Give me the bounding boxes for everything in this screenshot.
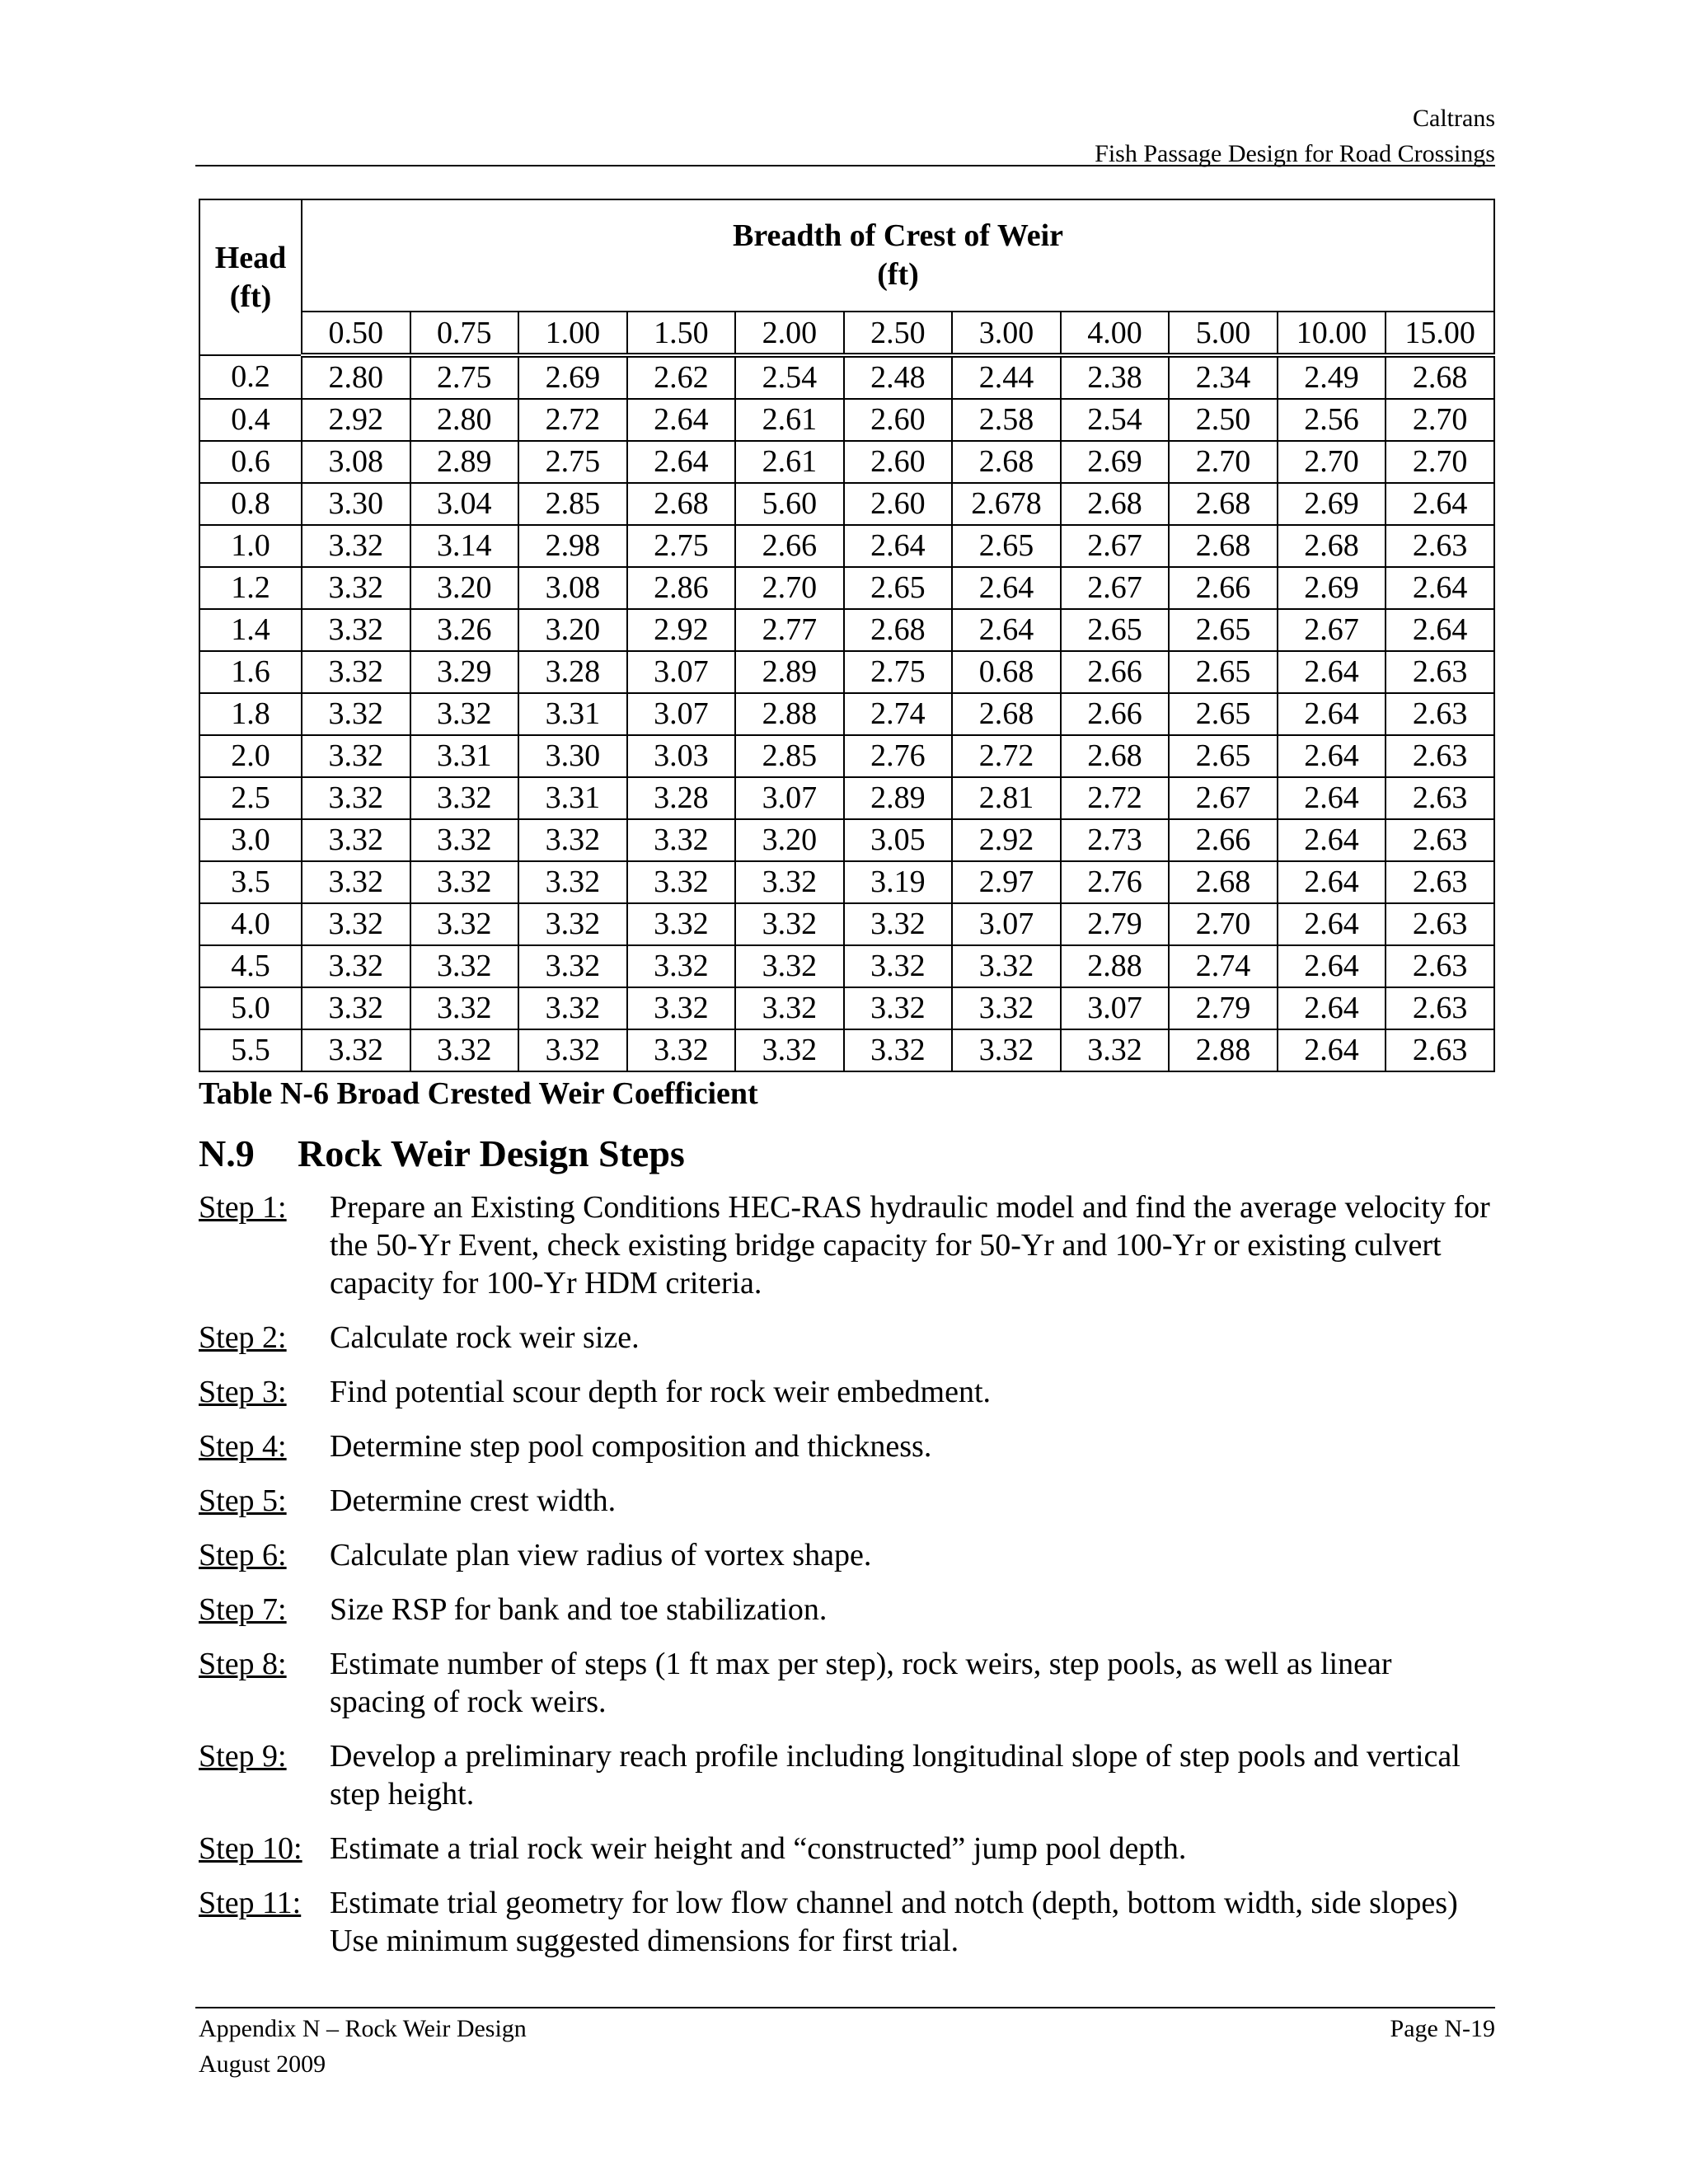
coefficient-cell: 2.73	[1061, 819, 1170, 861]
step-text: Prepare an Existing Conditions HEC-RAS hydraulic model and find the average velocity for the 50-Yr Event, check existing bridge capacity for 50-Yr and 100-Yr or existing culvert capacity for 100-Yr HDM criteria.	[330, 1190, 1490, 1301]
coefficient-cell: 3.32	[302, 819, 410, 861]
coefficient-cell: 3.32	[844, 945, 953, 987]
coefficient-cell: 2.69	[1278, 483, 1386, 525]
coefficient-cell: 3.32	[627, 1029, 736, 1071]
coefficient-cell: 2.67	[1061, 525, 1170, 567]
coefficient-cell: 3.32	[410, 819, 519, 861]
coefficient-cell: 2.77	[735, 609, 844, 651]
table-row	[199, 399, 1494, 441]
coefficient-cell: 3.32	[410, 693, 519, 735]
step-item	[199, 1830, 1495, 1868]
coefficient-cell: 3.32	[302, 651, 410, 693]
coefficient-cell: 2.68	[1278, 525, 1386, 567]
head-label: Head	[214, 240, 287, 275]
coefficient-cell: 2.65	[844, 567, 953, 609]
coefficient-cell: 2.79	[1169, 987, 1278, 1029]
coefficient-cell: 2.67	[1169, 777, 1278, 819]
step-item	[199, 1188, 1495, 1302]
coefficient-cell: 3.32	[302, 987, 410, 1029]
coefficient-cell: 2.65	[1169, 651, 1278, 693]
section-title: Rock Weir Design Steps	[298, 1132, 685, 1174]
coefficient-cell: 2.70	[1169, 903, 1278, 945]
coefficient-cell: 3.07	[627, 693, 736, 735]
step-item	[199, 1319, 1495, 1357]
coefficient-cell: 2.63	[1386, 777, 1494, 819]
table-row	[199, 735, 1494, 777]
coefficient-cell: 2.69	[1278, 567, 1386, 609]
coefficient-cell: 2.65	[1061, 609, 1170, 651]
step-item	[199, 1591, 1495, 1629]
coefficient-cell: 2.88	[1061, 945, 1170, 987]
head-value-cell: 2.5	[199, 777, 302, 819]
coefficient-cell: 3.32	[410, 861, 519, 903]
breadth-unit: (ft)	[877, 257, 919, 292]
coefficient-cell: 2.63	[1386, 945, 1494, 987]
table-row	[199, 441, 1494, 483]
coefficient-cell: 2.34	[1169, 355, 1278, 399]
coefficient-cell: 2.54	[735, 355, 844, 399]
head-value-cell: 0.6	[199, 441, 302, 483]
coefficient-cell: 2.65	[1169, 735, 1278, 777]
coefficient-cell: 3.08	[302, 441, 410, 483]
coefficient-cell: 2.68	[1169, 525, 1278, 567]
step-item	[199, 1482, 1495, 1520]
coefficient-cell: 3.32	[627, 819, 736, 861]
coefficient-cell: 2.86	[627, 567, 736, 609]
coefficient-cell: 2.74	[1169, 945, 1278, 987]
coefficient-cell: 2.68	[952, 441, 1061, 483]
head-value-cell: 5.0	[199, 987, 302, 1029]
section-heading	[199, 1132, 685, 1175]
step-label: Step 1:	[199, 1190, 287, 1225]
coefficient-cell: 2.67	[1061, 567, 1170, 609]
head-value-cell: 1.4	[199, 609, 302, 651]
coefficient-cell: 3.32	[735, 861, 844, 903]
coefficient-cell: 2.88	[1169, 1029, 1278, 1071]
head-value-cell: 2.0	[199, 735, 302, 777]
coefficient-cell: 2.64	[1278, 987, 1386, 1029]
step-label: Step 3:	[199, 1375, 287, 1409]
coefficient-cell: 3.19	[844, 861, 953, 903]
table-row	[199, 567, 1494, 609]
coefficient-cell: 2.64	[1278, 819, 1386, 861]
coefficient-cell: 5.60	[735, 483, 844, 525]
coefficient-cell: 3.32	[410, 945, 519, 987]
coefficient-cell: 2.65	[952, 525, 1061, 567]
coefficient-cell: 3.32	[627, 861, 736, 903]
table-row	[199, 693, 1494, 735]
coefficient-cell: 2.97	[952, 861, 1061, 903]
coefficient-cell: 3.20	[518, 609, 627, 651]
coefficient-cell: 2.64	[1278, 735, 1386, 777]
coefficient-cell: 3.20	[410, 567, 519, 609]
breadth-column-header: 4.00	[1061, 312, 1170, 355]
coefficient-cell: 3.32	[952, 1029, 1061, 1071]
step-label: Step 11:	[199, 1886, 302, 1920]
head-value-cell: 1.6	[199, 651, 302, 693]
step-text: Develop a preliminary reach profile including longitudinal slope of step pools and vertical step height.	[330, 1739, 1461, 1811]
coefficient-cell: 2.88	[735, 693, 844, 735]
coefficient-cell: 3.26	[410, 609, 519, 651]
coefficient-cell: 2.63	[1386, 735, 1494, 777]
coefficient-cell: 3.32	[302, 567, 410, 609]
coefficient-cell: 2.66	[1061, 651, 1170, 693]
coefficient-cell: 2.64	[1278, 861, 1386, 903]
breadth-values-row	[199, 312, 1494, 355]
coefficient-cell: 3.07	[627, 651, 736, 693]
coefficient-cell: 2.67	[1278, 609, 1386, 651]
coefficient-cell: 3.05	[844, 819, 953, 861]
coefficient-cell: 2.89	[735, 651, 844, 693]
step-item	[199, 1427, 1495, 1465]
head-value-cell: 0.2	[199, 355, 302, 399]
coefficient-cell: 0.68	[952, 651, 1061, 693]
coefficient-cell: 2.63	[1386, 693, 1494, 735]
coefficient-cell: 2.64	[1278, 903, 1386, 945]
coefficient-cell: 2.66	[1061, 693, 1170, 735]
coefficient-cell: 3.20	[735, 819, 844, 861]
coefficient-cell: 2.64	[952, 609, 1061, 651]
table-row	[199, 355, 1494, 399]
coefficient-cell: 2.63	[1386, 819, 1494, 861]
coefficient-cell: 2.70	[1278, 441, 1386, 483]
step-item	[199, 1645, 1495, 1721]
step-label: Step 4:	[199, 1429, 287, 1464]
coefficient-cell: 3.32	[302, 1029, 410, 1071]
step-text: Calculate rock weir size.	[330, 1320, 640, 1355]
coefficient-cell: 3.32	[627, 945, 736, 987]
coefficient-cell: 3.04	[410, 483, 519, 525]
coefficient-cell: 2.80	[410, 399, 519, 441]
footer-appendix: Appendix N – Rock Weir Design	[199, 2015, 527, 2042]
coefficient-cell: 2.64	[1386, 567, 1494, 609]
coefficient-cell: 3.32	[844, 987, 953, 1029]
coefficient-cell: 2.65	[1169, 609, 1278, 651]
coefficient-cell: 2.64	[1278, 693, 1386, 735]
step-label: Step 10:	[199, 1831, 302, 1866]
coefficient-cell: 2.678	[952, 483, 1061, 525]
coefficient-cell: 2.63	[1386, 903, 1494, 945]
coefficient-cell: 2.64	[844, 525, 953, 567]
breadth-column-header: 1.00	[518, 312, 627, 355]
coefficient-cell: 2.64	[1386, 483, 1494, 525]
coefficient-cell: 2.68	[1386, 355, 1494, 399]
table-row	[199, 903, 1494, 945]
page-header	[195, 101, 1495, 171]
coefficient-cell: 2.66	[735, 525, 844, 567]
breadth-column-header: 10.00	[1278, 312, 1386, 355]
table-row	[199, 651, 1494, 693]
step-label: Step 7:	[199, 1592, 287, 1627]
coefficient-cell: 2.61	[735, 441, 844, 483]
coefficient-cell: 2.50	[1169, 399, 1278, 441]
coefficient-cell: 2.65	[1169, 693, 1278, 735]
coefficient-cell: 3.32	[302, 777, 410, 819]
coefficient-cell: 2.60	[844, 441, 953, 483]
step-item	[199, 1373, 1495, 1411]
step-text: Size RSP for bank and toe stabilization.	[330, 1592, 828, 1627]
coefficient-cell: 2.75	[627, 525, 736, 567]
table-row	[199, 1029, 1494, 1071]
coefficient-cell: 3.14	[410, 525, 519, 567]
breadth-column-header: 3.00	[952, 312, 1061, 355]
coefficient-cell: 3.32	[735, 987, 844, 1029]
coefficient-cell: 3.32	[627, 987, 736, 1029]
table-body	[199, 355, 1494, 1071]
coefficient-cell: 2.85	[518, 483, 627, 525]
table-row	[199, 609, 1494, 651]
coefficient-cell: 2.58	[952, 399, 1061, 441]
coefficient-cell: 3.08	[518, 567, 627, 609]
coefficient-cell: 2.70	[1169, 441, 1278, 483]
coefficient-cell: 3.32	[518, 1029, 627, 1071]
head-column-header	[199, 199, 302, 355]
coefficient-cell: 2.75	[844, 651, 953, 693]
coefficient-cell: 3.31	[518, 693, 627, 735]
coefficient-cell: 2.63	[1386, 525, 1494, 567]
head-value-cell: 4.0	[199, 903, 302, 945]
coefficient-cell: 2.64	[1278, 945, 1386, 987]
coefficient-cell: 2.80	[302, 355, 410, 399]
coefficient-cell: 2.64	[627, 441, 736, 483]
coefficient-cell: 2.70	[1386, 399, 1494, 441]
coefficient-cell: 3.32	[844, 1029, 953, 1071]
steps-list	[199, 1188, 1495, 1976]
head-value-cell: 3.0	[199, 819, 302, 861]
head-value-cell: 1.8	[199, 693, 302, 735]
coefficient-cell: 2.66	[1169, 567, 1278, 609]
coefficient-cell: 3.07	[952, 903, 1061, 945]
step-label: Step 6:	[199, 1538, 287, 1572]
table-row	[199, 483, 1494, 525]
coefficient-cell: 2.92	[302, 399, 410, 441]
section-number: N.9	[199, 1132, 255, 1174]
coefficient-cell: 3.32	[952, 945, 1061, 987]
coefficient-cell: 2.72	[952, 735, 1061, 777]
coefficient-cell: 2.75	[518, 441, 627, 483]
coefficient-cell: 2.63	[1386, 651, 1494, 693]
coefficient-cell: 3.07	[735, 777, 844, 819]
coefficient-cell: 3.07	[1061, 987, 1170, 1029]
coefficient-cell: 2.60	[844, 483, 953, 525]
step-item	[199, 1536, 1495, 1574]
coefficient-cell: 2.72	[1061, 777, 1170, 819]
coefficient-cell: 2.61	[735, 399, 844, 441]
coefficient-cell: 2.70	[1386, 441, 1494, 483]
coefficient-cell: 2.70	[735, 567, 844, 609]
table-row	[199, 861, 1494, 903]
header-agency: Caltrans	[1413, 105, 1495, 132]
coefficient-cell: 3.03	[627, 735, 736, 777]
footer-date: August 2009	[199, 2050, 326, 2078]
step-item	[199, 1884, 1495, 1960]
coefficient-cell: 2.85	[735, 735, 844, 777]
coefficient-cell: 2.44	[952, 355, 1061, 399]
head-value-cell: 0.8	[199, 483, 302, 525]
coefficient-cell: 3.28	[627, 777, 736, 819]
step-item	[199, 1737, 1495, 1813]
breadth-column-header: 1.50	[627, 312, 736, 355]
head-unit: (ft)	[229, 279, 272, 314]
coefficient-cell: 2.64	[1278, 777, 1386, 819]
coefficient-cell: 3.32	[302, 525, 410, 567]
head-value-cell: 3.5	[199, 861, 302, 903]
coefficient-cell: 2.63	[1386, 987, 1494, 1029]
breadth-column-header: 2.00	[735, 312, 844, 355]
coefficient-cell: 3.32	[735, 945, 844, 987]
table-caption: Table N-6 Broad Crested Weir Coefficient	[199, 1076, 758, 1111]
coefficient-cell: 2.72	[518, 399, 627, 441]
coefficient-cell: 3.32	[410, 987, 519, 1029]
coefficient-cell: 2.63	[1386, 861, 1494, 903]
coefficient-cell: 2.62	[627, 355, 736, 399]
coefficient-cell: 3.31	[518, 777, 627, 819]
coefficient-cell: 2.74	[844, 693, 953, 735]
coefficient-cell: 3.28	[518, 651, 627, 693]
coefficient-cell: 3.32	[302, 861, 410, 903]
coefficient-cell: 2.60	[844, 399, 953, 441]
coefficient-cell: 2.38	[1061, 355, 1170, 399]
coefficient-cell: 3.32	[735, 903, 844, 945]
coefficient-cell: 2.48	[844, 355, 953, 399]
table-row	[199, 777, 1494, 819]
coefficient-cell: 2.56	[1278, 399, 1386, 441]
coefficient-cell: 3.32	[518, 945, 627, 987]
coefficient-cell: 2.89	[410, 441, 519, 483]
coefficient-cell: 3.32	[735, 1029, 844, 1071]
coefficient-cell: 3.32	[302, 609, 410, 651]
coefficient-cell: 2.89	[844, 777, 953, 819]
coefficient-cell: 2.68	[844, 609, 953, 651]
coefficient-cell: 2.66	[1169, 819, 1278, 861]
breadth-column-header: 5.00	[1169, 312, 1278, 355]
coefficient-cell: 3.32	[302, 903, 410, 945]
coefficient-cell: 2.98	[518, 525, 627, 567]
step-text: Estimate number of steps (1 ft max per step), rock weirs, step pools, as well as linear spacing of rock weirs.	[330, 1647, 1392, 1719]
coefficient-cell: 2.68	[952, 693, 1061, 735]
coefficient-cell: 3.32	[518, 819, 627, 861]
breadth-column-header: 15.00	[1386, 312, 1494, 355]
step-label: Step 8:	[199, 1647, 287, 1681]
step-text: Calculate plan view radius of vortex shape.	[330, 1538, 872, 1572]
coefficient-cell: 2.68	[1061, 483, 1170, 525]
head-value-cell: 1.0	[199, 525, 302, 567]
breadth-header	[302, 199, 1494, 312]
breadth-column-header: 0.75	[410, 312, 519, 355]
coefficient-cell: 2.75	[410, 355, 519, 399]
coefficient-cell: 3.32	[627, 903, 736, 945]
coefficient-cell: 2.76	[1061, 861, 1170, 903]
coefficient-cell: 2.64	[952, 567, 1061, 609]
header-document-title: Fish Passage Design for Road Crossings	[1095, 140, 1495, 167]
header-divider	[195, 165, 1495, 166]
coefficient-cell: 2.69	[518, 355, 627, 399]
coefficient-cell: 3.32	[302, 735, 410, 777]
coefficient-cell: 2.68	[1061, 735, 1170, 777]
coefficient-cell: 3.32	[1061, 1029, 1170, 1071]
coefficient-cell: 3.32	[302, 945, 410, 987]
coefficient-cell: 2.64	[1278, 1029, 1386, 1071]
coefficient-cell: 2.79	[1061, 903, 1170, 945]
coefficient-cell: 2.49	[1278, 355, 1386, 399]
step-label: Step 2:	[199, 1320, 287, 1355]
breadth-column-header: 0.50	[302, 312, 410, 355]
step-text: Estimate a trial rock weir height and “constructed” jump pool depth.	[330, 1831, 1187, 1866]
step-text: Estimate trial geometry for low flow channel and notch (depth, bottom width, side slopes) Use minimum suggested dimensions for first trial.	[330, 1886, 1458, 1958]
table-row	[199, 987, 1494, 1029]
head-value-cell: 1.2	[199, 567, 302, 609]
breadth-label: Breadth of Crest of Weir	[732, 218, 1064, 253]
step-text: Determine crest width.	[330, 1483, 617, 1518]
footer-left	[199, 2011, 527, 2082]
coefficient-cell: 3.29	[410, 651, 519, 693]
footer-page-number: Page N-19	[1390, 2015, 1495, 2042]
coefficient-cell: 2.68	[1169, 861, 1278, 903]
coefficient-cell: 3.32	[952, 987, 1061, 1029]
coefficient-cell: 3.31	[410, 735, 519, 777]
coefficient-cell: 3.32	[518, 903, 627, 945]
coefficient-cell: 3.32	[410, 903, 519, 945]
table-row	[199, 819, 1494, 861]
coefficient-cell: 3.32	[518, 987, 627, 1029]
coefficient-cell: 3.32	[518, 861, 627, 903]
coefficient-cell: 2.64	[627, 399, 736, 441]
coefficient-cell: 3.32	[410, 777, 519, 819]
step-text: Find potential scour depth for rock weir embedment.	[330, 1375, 992, 1409]
breadth-column-header: 2.50	[844, 312, 953, 355]
table-row	[199, 945, 1494, 987]
footer-divider	[195, 2007, 1495, 2008]
head-value-cell: 4.5	[199, 945, 302, 987]
table-row	[199, 525, 1494, 567]
head-value-cell: 0.4	[199, 399, 302, 441]
step-text: Determine step pool composition and thickness.	[330, 1429, 932, 1464]
coefficient-cell: 2.68	[627, 483, 736, 525]
coefficient-cell: 3.32	[410, 1029, 519, 1071]
head-value-cell: 5.5	[199, 1029, 302, 1071]
coefficient-cell: 2.92	[627, 609, 736, 651]
step-label: Step 9:	[199, 1739, 287, 1774]
coefficient-cell: 3.32	[302, 693, 410, 735]
weir-coefficient-table	[199, 199, 1495, 1072]
coefficient-cell: 2.69	[1061, 441, 1170, 483]
coefficient-cell: 2.64	[1386, 609, 1494, 651]
coefficient-cell: 2.54	[1061, 399, 1170, 441]
coefficient-cell: 2.81	[952, 777, 1061, 819]
coefficient-cell: 2.76	[844, 735, 953, 777]
coefficient-cell: 3.30	[518, 735, 627, 777]
coefficient-cell: 2.63	[1386, 1029, 1494, 1071]
coefficient-cell: 2.68	[1169, 483, 1278, 525]
coefficient-cell: 2.92	[952, 819, 1061, 861]
coefficient-cell: 3.30	[302, 483, 410, 525]
coefficient-cell: 3.32	[844, 903, 953, 945]
coefficient-cell: 2.64	[1278, 651, 1386, 693]
step-label: Step 5:	[199, 1483, 287, 1518]
